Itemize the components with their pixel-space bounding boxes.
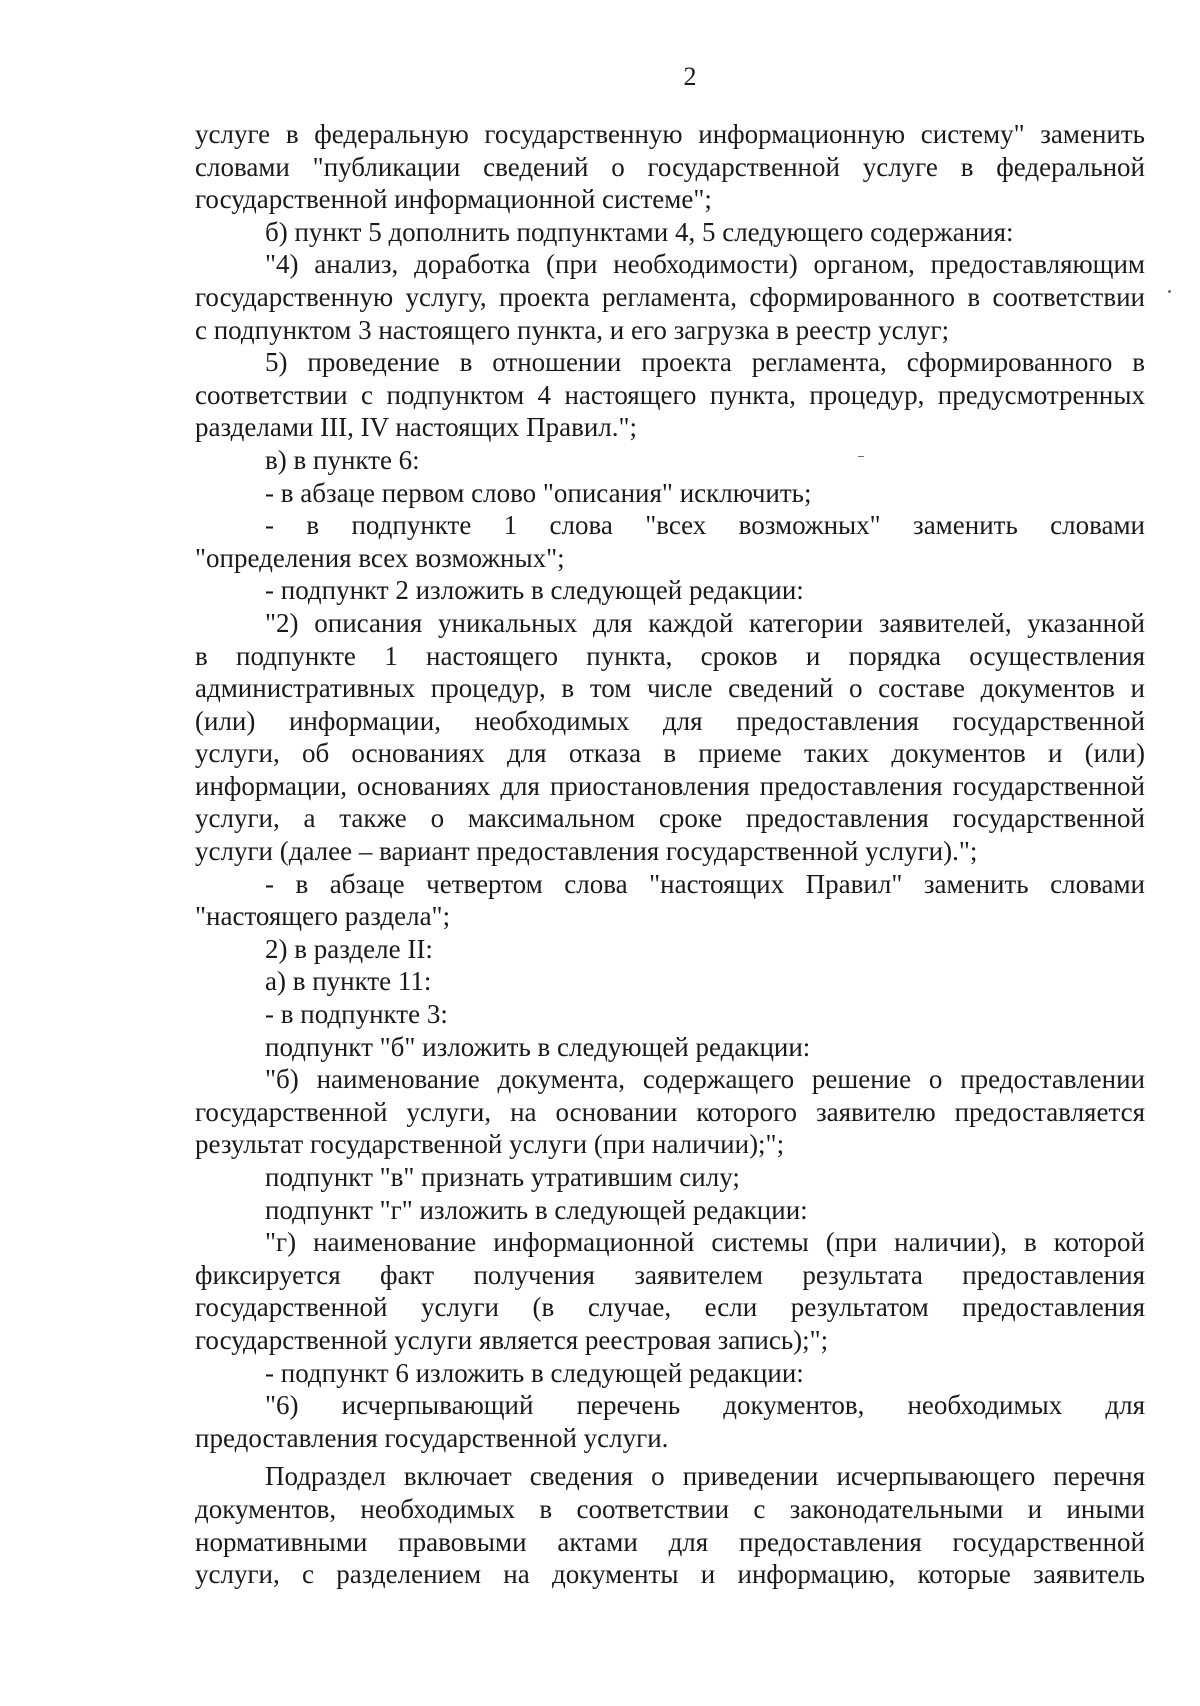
text-line: Подраздел включает сведения о приведении исчерпывающего перечня	[265, 1461, 1145, 1492]
text-line: информации, основаниях для приостановления предоставления государственной	[195, 770, 1145, 801]
text-line: - подпункт 6 изложить в следующей редакции:	[265, 1357, 804, 1388]
text-line: услуги (далее – вариант предоставления государственной услуги).";	[195, 836, 978, 867]
text-line: результат государственной услуги (при наличии);";	[195, 1129, 785, 1160]
text-line: (или) информации, необходимых для предоставления государственной	[195, 705, 1145, 736]
text-line: - в подпункте 1 слова "всех возможных" заменить словами	[265, 510, 1145, 541]
text-line: государственной услуги является реестровая запись);";	[195, 1324, 829, 1355]
text-line: "6) исчерпывающий перечень документов, необходимых для	[265, 1390, 1145, 1421]
text-line: б) пункт 5 дополнить подпунктами 4, 5 следующего содержания:	[265, 216, 1014, 247]
text-line: в подпункте 1 настоящего пункта, сроков и порядка осуществления	[195, 640, 1145, 671]
text-line: с подпунктом 3 настоящего пункта, и его загрузка в реестр услуг;	[195, 314, 950, 345]
text-line: а) в пункте 11:	[265, 966, 432, 997]
text-line: "г) наименование информационной системы (при наличии), в которой	[265, 1227, 1145, 1258]
text-line: государственной услуги, на основании которого заявителю предоставляется	[195, 1096, 1145, 1127]
text-line: 2) в разделе II:	[265, 933, 433, 964]
text-line: - в абзаце первом слово "описания" исключить;	[265, 477, 812, 508]
text-line: "настоящего раздела";	[195, 901, 451, 932]
text-line: нормативными правовыми актами для предоставления государственной	[195, 1526, 1145, 1557]
text-line: фиксируется факт получения заявителем результата предоставления	[195, 1259, 1145, 1290]
text-line: подпункт "в" признать утратившим силу;	[265, 1162, 740, 1192]
text-line: разделами III, IV настоящих Правил.";	[195, 412, 638, 443]
text-line: государственной информационной системе";	[195, 184, 712, 215]
text-line: - в абзаце четвертом слова "настоящих Правил" заменить словами	[265, 868, 1145, 899]
text-line: - в подпункте 3:	[265, 999, 448, 1030]
text-line: в) в пункте 6:	[265, 444, 420, 475]
text-line: услуге в федеральную государственную информационную систему" заменить	[195, 119, 1145, 149]
text-line: государственной услуги (в случае, если результатом предоставления	[195, 1292, 1145, 1323]
text-line: подпункт "б" изложить в следующей редакции:	[265, 1031, 811, 1062]
text-line: словами "публикации сведений о государственной услуге в федеральной	[195, 151, 1145, 182]
text-line: 5) проведение в отношении проекта регламента, сформированного в	[265, 347, 1145, 378]
text-line: "2) описания уникальных для каждой категории заявителей, указанной	[265, 607, 1145, 638]
document-body	[195, 118, 1145, 1591]
text-line: услуги, а также о максимальном сроке предоставления государственной	[195, 803, 1145, 834]
scan-speck	[1168, 290, 1171, 293]
text-line: государственную услугу, проекта регламента, сформированного в соответствии	[195, 281, 1145, 312]
text-line: - подпункт 2 изложить в следующей редакции:	[265, 575, 804, 606]
text-line: "4) анализ, доработка (при необходимости) органом, предоставляющим	[265, 249, 1145, 280]
text-line: предоставления государственной услуги.	[195, 1422, 669, 1453]
text-line: соответствии с подпунктом 4 настоящего пункта, процедур, предусмотренных	[195, 379, 1145, 410]
text-line: документов, необходимых в соответствии с законодательными и иными	[195, 1493, 1145, 1524]
text-line: административных процедур, в том числе сведений о составе документов и	[195, 673, 1145, 704]
text-line: "б) наименование документа, содержащего решение о предоставлении	[265, 1064, 1145, 1095]
scan-speck	[858, 456, 864, 457]
text-line: подпункт "г" изложить в следующей редакции:	[265, 1194, 808, 1225]
text-line: "определения всех возможных";	[195, 542, 565, 573]
text-line: услуги, об основаниях для отказа в приеме таких документов и (или)	[195, 738, 1145, 769]
text-line: услуги, с разделением на документы и информацию, которые заявитель	[195, 1559, 1145, 1590]
page-number: 2	[683, 62, 697, 91]
